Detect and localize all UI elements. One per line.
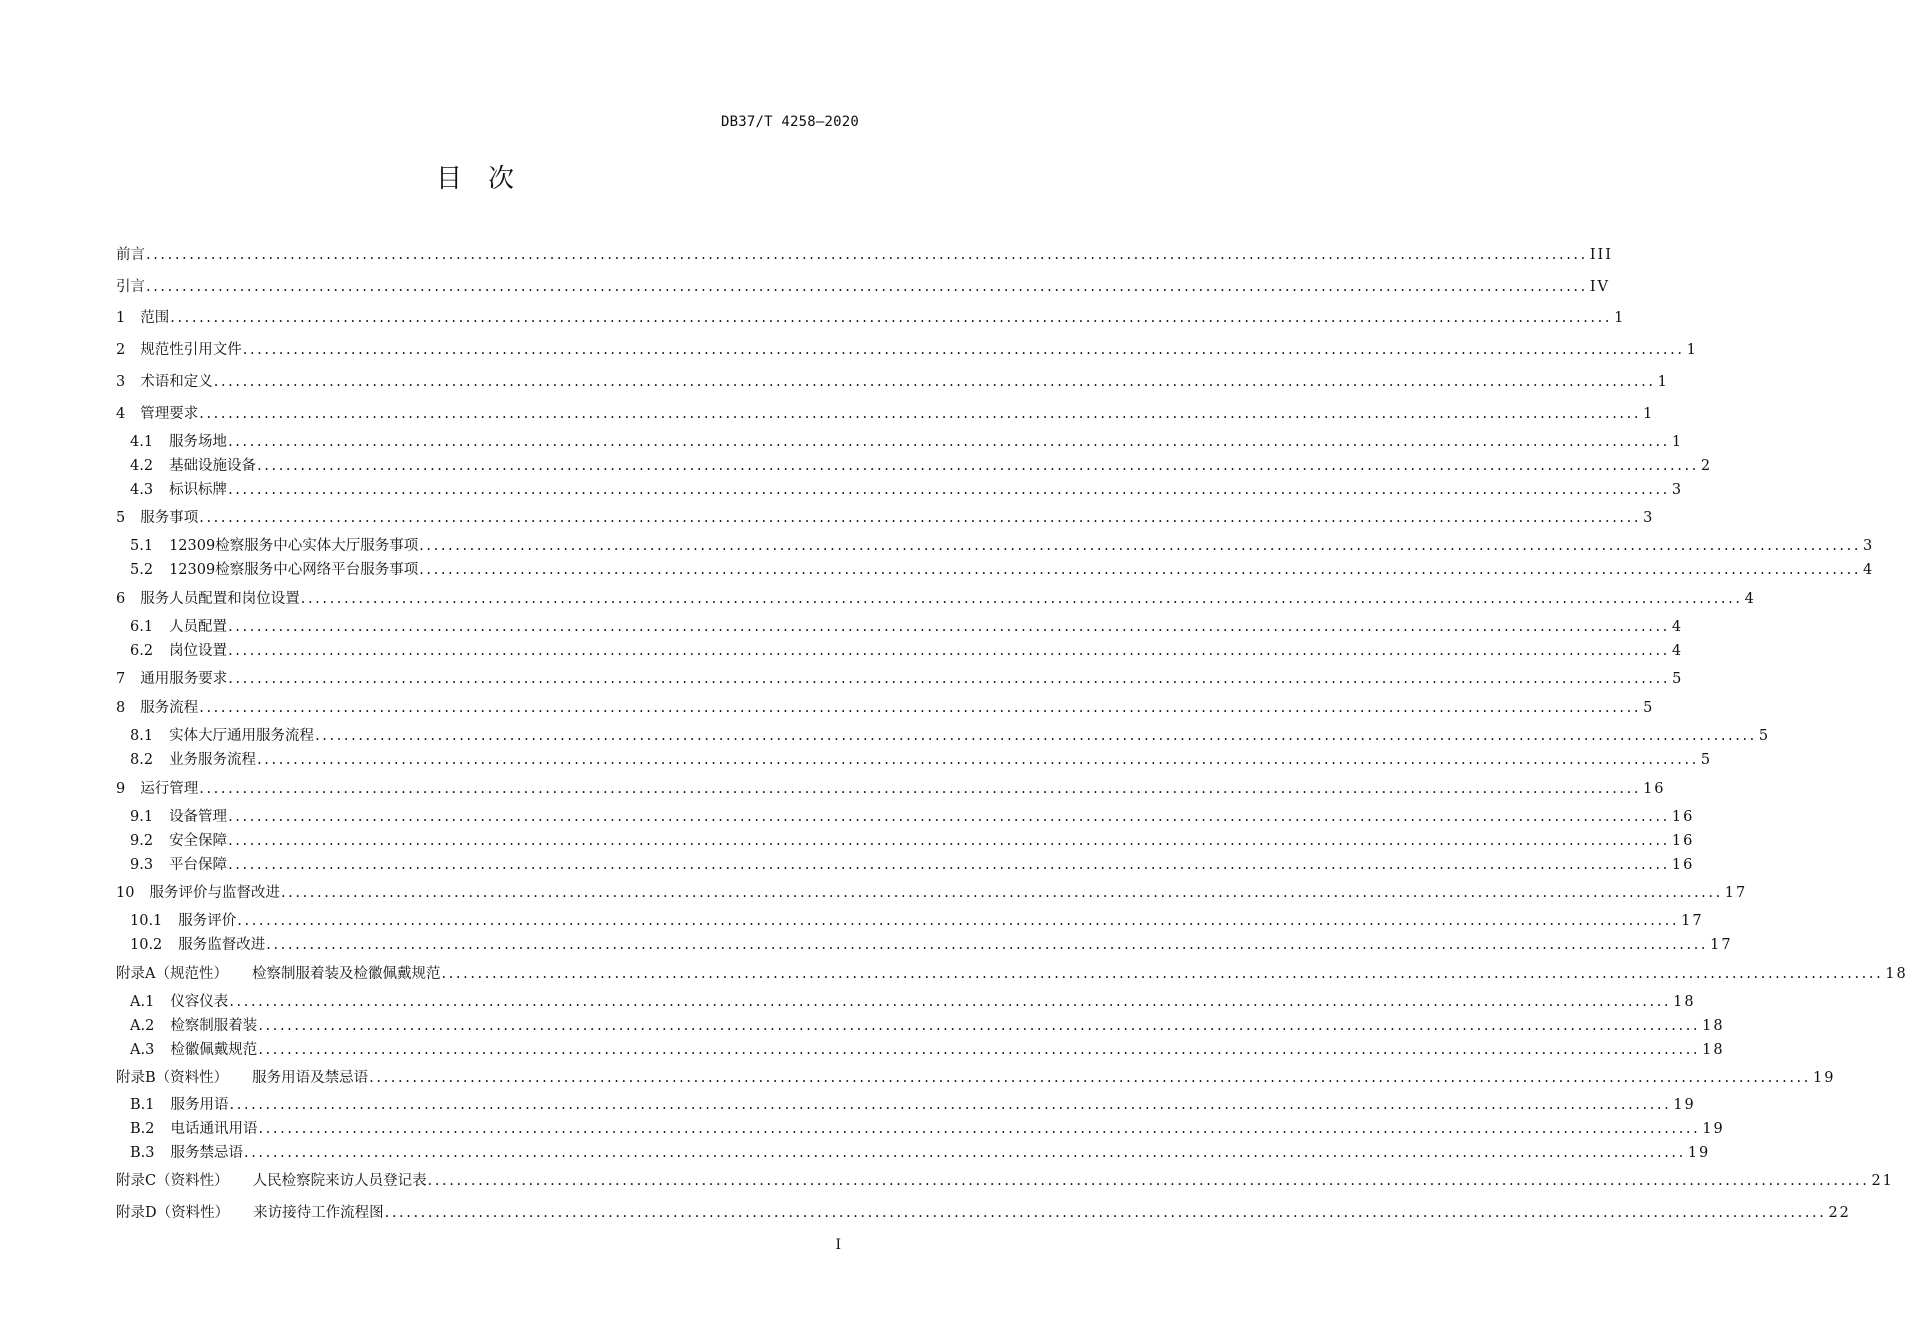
toc-entry[interactable] (116, 308, 1626, 328)
toc-entry-number: 6.1 (130, 619, 154, 635)
toc-entry[interactable] (130, 1016, 1725, 1036)
toc-entry[interactable] (130, 480, 1684, 500)
toc-entry-page: 5 (1700, 752, 1713, 768)
toc-leader-dots: ........................................................................................................................................................................................................ (258, 1121, 1701, 1137)
toc-leader-dots: ........................................................................................................................................................................................................ (384, 1205, 1827, 1221)
toc-entry[interactable] (116, 1171, 1894, 1191)
toc-entry[interactable] (130, 432, 1684, 452)
toc-entry-page: 16 (1643, 781, 1666, 797)
toc-entry-page: 18 (1885, 966, 1908, 982)
toc-entry-number: 附录A（规范性） (116, 966, 228, 982)
toc-leader-dots: ........................................................................................................................................................................................................ (242, 342, 1685, 358)
toc-leader-dots: ........................................................................................................................................................................................................ (280, 885, 1723, 901)
toc-entry-label: 人员配置 (169, 619, 228, 635)
toc-entry-label: 术语和定义 (140, 374, 213, 390)
toc-leader-dots: ........................................................................................................................................................................................................ (315, 728, 1757, 744)
toc-entry-page: 16 (1671, 857, 1695, 873)
toc-entry-page: 18 (1702, 1042, 1725, 1058)
toc-entry-label: 服务用语及禁忌语 (252, 1070, 369, 1086)
toc-entry[interactable] (116, 698, 1655, 718)
toc-leader-dots: ........................................................................................................................................................................................................ (441, 966, 1884, 982)
toc-entry-label: 检察制服着装及检徽佩戴规范 (251, 966, 441, 982)
toc-entry-number: B.3 (130, 1145, 155, 1161)
toc-entry-page: 1 (1614, 310, 1626, 326)
toc-entry[interactable] (130, 617, 1684, 637)
toc-entry-label: 12309检察服务中心网络平台服务事项 (169, 562, 419, 578)
toc-entry-label: 来访接待工作流程图 (253, 1205, 384, 1221)
toc-entry[interactable] (116, 669, 1684, 689)
toc-entry-number: 6 (116, 591, 126, 607)
toc-leader-dots: ........................................................................................................................................................................................................ (228, 619, 1670, 635)
toc-entry[interactable] (130, 831, 1695, 851)
toc-leader-dots: ........................................................................................................................................................................................................ (419, 538, 1862, 554)
toc-entry-page: 22 (1828, 1205, 1851, 1221)
toc-entry-page: 18 (1673, 994, 1696, 1010)
toc-entry-number: 5 (116, 510, 126, 526)
toc-entry-number: 10.2 (130, 937, 163, 953)
toc-leader-dots: ........................................................................................................................................................................................................ (199, 781, 1642, 797)
toc-entry-page: 17 (1724, 885, 1748, 901)
page-number: I (835, 1237, 841, 1253)
toc-entry[interactable] (116, 340, 1698, 360)
page-title: 目次 (435, 164, 540, 194)
toc-entry-number: 4.2 (130, 458, 154, 474)
toc-entry[interactable] (130, 456, 1713, 476)
toc-entry-label: 实体大厅通用服务流程 (169, 728, 315, 744)
toc-entry-number: B.2 (130, 1121, 155, 1137)
toc-entry[interactable] (116, 404, 1655, 424)
toc-leader-dots: ........................................................................................................................................................................................................ (257, 458, 1699, 474)
toc-entry[interactable] (130, 726, 1771, 746)
toc-entry-number: 8.2 (130, 752, 154, 768)
toc-entry-number: B.1 (130, 1097, 155, 1113)
toc-entry-number: 9.3 (130, 857, 154, 873)
toc-leader-dots: ........................................................................................................................................................................................................ (170, 310, 1613, 326)
toc-entry-number: 10 (116, 885, 135, 901)
toc-leader-dots: ........................................................................................................................................................................................................ (213, 374, 1656, 390)
toc-entry-label: 范围 (140, 310, 170, 326)
toc-entry-label: 基础设施设备 (169, 458, 257, 474)
toc-entry-number: 10.1 (130, 913, 163, 929)
toc-entry[interactable] (116, 372, 1669, 392)
toc-entry-label: 12309检察服务中心实体大厅服务事项 (169, 538, 419, 554)
toc-leader-dots: ........................................................................................................................................................................................................ (419, 562, 1862, 578)
toc-entry[interactable] (116, 1203, 1851, 1223)
toc-leader-dots: ........................................................................................................................................................................................................ (199, 700, 1642, 716)
toc-entry[interactable] (116, 779, 1666, 799)
toc-entry-number: 9.1 (130, 809, 154, 825)
toc-entry-label: 运行管理 (140, 781, 199, 797)
toc-entry[interactable] (130, 560, 1875, 580)
toc-entry-page: 1 (1671, 434, 1684, 450)
document-code: DB37/T 4258—2020 (720, 114, 859, 130)
toc-entry-page: 2 (1700, 458, 1713, 474)
toc-entry[interactable] (130, 750, 1713, 770)
toc-leader-dots: ........................................................................................................................................................................................................ (369, 1070, 1811, 1086)
toc-entry-label: 平台保障 (169, 857, 228, 873)
toc-entry[interactable] (116, 508, 1655, 528)
toc-leader-dots: ........................................................................................................................................................................................................ (228, 434, 1670, 450)
toc-entry-number: A.3 (130, 1042, 155, 1058)
toc-entry[interactable] (130, 536, 1875, 556)
toc-leader-dots: ........................................................................................................................................................................................................ (146, 247, 1588, 263)
toc-entry-label: 业务服务流程 (169, 752, 257, 768)
toc-entry-page: 5 (1672, 671, 1684, 687)
toc-entry-page: 4 (1863, 562, 1875, 578)
toc-entry-number: 6.2 (130, 643, 154, 659)
toc-entry-number: 9 (116, 781, 126, 797)
toc-entry[interactable] (130, 1040, 1725, 1060)
toc-leader-dots: ........................................................................................................................................................................................................ (237, 913, 1680, 929)
toc-entry-page: 19 (1687, 1145, 1711, 1161)
toc-entry-label: 服务场地 (169, 434, 228, 450)
toc-entry-page: 19 (1812, 1070, 1836, 1086)
toc-entry[interactable] (116, 883, 1748, 903)
toc-leader-dots: ........................................................................................................................................................................................................ (228, 833, 1670, 849)
toc-entry-number: A.2 (130, 1018, 155, 1034)
toc-entry-number: 附录D（资料性） (116, 1205, 230, 1221)
toc-entry-number: 1 (116, 310, 126, 326)
toc-entry-page: 16 (1671, 833, 1695, 849)
toc-entry-page: III (1589, 247, 1614, 263)
toc-entry-number: 附录B（资料性） (116, 1070, 229, 1086)
toc-entry-page: 1 (1657, 374, 1669, 390)
toc-leader-dots: ........................................................................................................................................................................................................ (199, 510, 1642, 526)
toc-entry-label: 仪容仪表 (170, 994, 229, 1010)
toc-entry-page: 4 (1671, 643, 1684, 659)
toc-leader-dots: ........................................................................................................................................................................................................ (199, 406, 1642, 422)
toc-leader-dots: ........................................................................................................................................................................................................ (258, 1042, 1701, 1058)
toc-entry-label: 检徽佩戴规范 (170, 1042, 258, 1058)
toc-entry-page: 19 (1702, 1121, 1725, 1137)
toc-entry-label: 设备管理 (169, 809, 228, 825)
toc-entry-label: 通用服务要求 (140, 671, 228, 687)
toc-entry-label: 服务事项 (140, 510, 199, 526)
toc-entry-page: 18 (1702, 1018, 1725, 1034)
toc-entry-label: 服务用语 (170, 1097, 229, 1113)
toc-entry-number: 8 (116, 700, 126, 716)
toc-entry[interactable] (130, 992, 1696, 1012)
toc-entry[interactable] (130, 855, 1695, 875)
toc-entry-number: 4 (116, 406, 126, 422)
toc-leader-dots: ........................................................................................................................................................................................................ (229, 1097, 1672, 1113)
toc-entry[interactable] (130, 1143, 1711, 1163)
toc-entry-label: 服务监督改进 (178, 937, 266, 953)
toc-leader-dots: ........................................................................................................................................................................................................ (258, 1018, 1701, 1034)
toc-entry-page: 4 (1671, 619, 1684, 635)
toc-leader-dots: ........................................................................................................................................................................................................ (228, 857, 1670, 873)
toc-entry-label: 安全保障 (169, 833, 228, 849)
toc-entry-page: 3 (1863, 538, 1875, 554)
toc-leader-dots: ........................................................................................................................................................................................................ (266, 937, 1709, 953)
toc-leader-dots: ........................................................................................................................................................................................................ (229, 994, 1672, 1010)
toc-entry-label: 规范性引用文件 (140, 342, 242, 358)
toc-entry-number: A.1 (130, 994, 155, 1010)
toc-entry-page: 3 (1643, 510, 1655, 526)
toc-entry-page: 3 (1671, 482, 1684, 498)
toc-leader-dots: ........................................................................................................................................................................................................ (257, 752, 1699, 768)
toc-entry-label: 人民检察院来访人员登记表 (252, 1173, 427, 1189)
toc-entry-label: 岗位设置 (169, 643, 228, 659)
toc-entry-page: 21 (1871, 1173, 1894, 1189)
toc-entry-number: 5.1 (130, 538, 154, 554)
toc-leader-dots: ........................................................................................................................................................................................................ (228, 643, 1670, 659)
toc-leader-dots: ........................................................................................................................................................................................................ (228, 809, 1670, 825)
toc-entry[interactable] (130, 641, 1684, 661)
toc-entry-number: 附录C（资料性） (116, 1173, 229, 1189)
toc-leader-dots: ........................................................................................................................................................................................................ (228, 671, 1671, 687)
toc-leader-dots: ........................................................................................................................................................................................................ (146, 279, 1588, 295)
toc-entry-page: 17 (1681, 913, 1704, 929)
toc-entry[interactable] (116, 277, 1611, 297)
toc-leader-dots: ........................................................................................................................................................................................................ (244, 1145, 1686, 1161)
toc-entry-label: 前言 (116, 247, 145, 263)
toc-entry[interactable] (130, 935, 1733, 955)
toc-entry-label: 服务人员配置和岗位设置 (140, 591, 300, 607)
toc-entry-label: 服务流程 (140, 700, 199, 716)
toc-entry[interactable] (116, 964, 1908, 984)
toc-entry-page: 19 (1673, 1097, 1696, 1113)
toc-entry-number: 9.2 (130, 833, 154, 849)
toc-entry-number: 4.1 (130, 434, 154, 450)
toc-entry-page: IV (1589, 279, 1611, 295)
toc-entry-page: 1 (1686, 342, 1698, 358)
toc-entry[interactable] (130, 1119, 1725, 1139)
toc-leader-dots: ........................................................................................................................................................................................................ (228, 482, 1670, 498)
toc-entry-label: 标识标牌 (169, 482, 228, 498)
toc-entry-number: 4.3 (130, 482, 154, 498)
toc-entry-label: 引言 (116, 279, 145, 295)
toc-entry[interactable] (116, 1068, 1836, 1088)
toc-entry-label: 服务禁忌语 (170, 1145, 243, 1161)
toc-entry-label: 服务评价 (178, 913, 237, 929)
toc-entry-page: 17 (1710, 937, 1733, 953)
toc-entry-label: 检察制服着装 (170, 1018, 258, 1034)
toc-entry[interactable] (130, 911, 1704, 931)
toc-entry[interactable] (130, 807, 1695, 827)
toc-entry-label: 服务评价与监督改进 (149, 885, 280, 901)
toc-entry-number: 3 (116, 374, 126, 390)
toc-entry-page: 1 (1643, 406, 1655, 422)
toc-entry[interactable] (130, 1095, 1696, 1115)
toc-leader-dots: ........................................................................................................................................................................................................ (427, 1173, 1870, 1189)
toc-entry[interactable] (116, 589, 1756, 609)
toc-entry-number: 7 (116, 671, 126, 687)
toc-entry-page: 5 (1758, 728, 1771, 744)
toc-entry-number: 5.2 (130, 562, 154, 578)
toc-entry-number: 2 (116, 342, 126, 358)
toc-leader-dots: ........................................................................................................................................................................................................ (300, 591, 1743, 607)
toc-entry-page: 5 (1643, 700, 1655, 716)
toc-entry[interactable] (116, 245, 1614, 265)
toc-entry-page: 4 (1744, 591, 1756, 607)
toc-entry-page: 16 (1671, 809, 1695, 825)
toc-entry-label: 电话通讯用语 (170, 1121, 258, 1137)
toc-entry-number: 8.1 (130, 728, 154, 744)
toc-entry-label: 管理要求 (140, 406, 199, 422)
